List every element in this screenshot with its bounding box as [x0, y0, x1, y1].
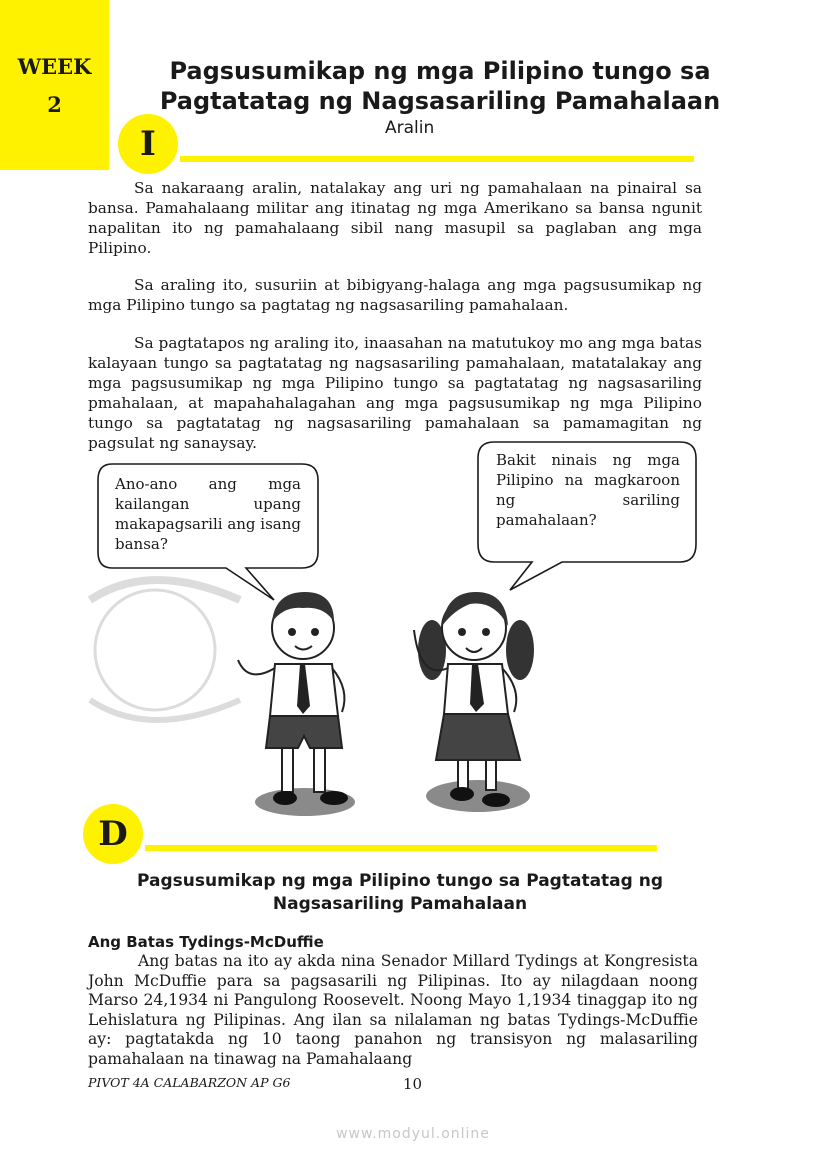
section-d-title: [100, 870, 700, 916]
watermark: www.modyul.online: [336, 1126, 490, 1142]
tydings-mcduffie-paragraph: Ang batas na ito ay akda nina Senador Millard Tydings at Kongresista John McDuffie para sa pagsasarili ng Pilipinas. Ito ay nilagdaan noong Marso 24,1934 ni Pangulong Roosevelt. Noong Mayo 1,1934 tinaggap ito ng Lehislatura ng Pilipinas. Ang ilan sa nilalaman ng batas Tydings-McDuffie ay: pagtatakda ng 10 taong panahon ng transisyon ng malasariling pamahalaan na tinawag na Pamahalaang: [88, 952, 698, 1068]
section-d-divider: [145, 845, 657, 851]
speech-bubble-left-text: Ano-ano ang mga kailangan upang makapagsarili ang isang bansa?: [115, 475, 301, 553]
page-title-line1: Pagsusumikap ng mga Pilipino tungo sa: [169, 57, 711, 85]
section-i-marker: I: [118, 114, 178, 174]
page-number: 10: [403, 1075, 423, 1093]
section-i-divider: [180, 156, 694, 162]
boy-figure: [238, 592, 355, 816]
footer-source: PIVOT 4A CALABARZON AP G6: [88, 1075, 291, 1090]
girl-figure: [414, 592, 534, 812]
intro-paragraph-1: Sa nakaraang aralin, natalakay ang uri ng pamahalaan na pinairal sa bansa. Pamahalaang militar ang itinatag ng mga Amerikano sa bansa ngunit napalitan ito ng pamahalaang sibil nang masupil sa paglaban ang mga Pilipino.: [88, 179, 702, 257]
section-d-title-line2: Nagsasariling Pamahalaan: [272, 894, 528, 914]
speech-bubble-right-text: Bakit ninais ng mga Pilipino na magkaroon ng sariling pamahalaan?: [496, 451, 680, 529]
section-d-marker: D: [83, 804, 143, 864]
week-badge: [0, 0, 109, 170]
lesson-subtitle: Aralin: [385, 118, 435, 138]
intro-paragraph-2: Sa araling ito, susuriin at bibigyang-halaga ang mga pagsusumikap ng mga Pilipino tungo sa pagtatag ng nagsasariling pamahalaan.: [88, 276, 702, 314]
page-title-line2: Pagtatatag ng Nagsasariling Pamahalaan: [159, 87, 721, 115]
week-number: 2: [47, 92, 62, 117]
page-title: [150, 56, 730, 116]
subheading-tydings-mcduffie: Ang Batas Tydings-McDuffie: [88, 933, 324, 951]
intro-paragraph-3: Sa pagtatapos ng araling ito, inaasahan na matutukoy mo ang mga batas kalayaan tungo sa pagtatatag ng nagsasariling pamahalaan, matatalakay ang mga pagsusumikap ng mga Pilipino tungo sa pagtatatag ng nagsasariling pmahalaan, at mapahahalagahan ang mga pagsusumikap ng mga Pilipino tungo sa pagtatatag ng nagsasariling pamahalaan sa pamamagitan ng pagsulat ng sanaysay.: [88, 334, 702, 452]
week-label: WEEK: [17, 54, 92, 79]
section-d-title-line1: Pagsusumikap ng mga Pilipino tungo sa Pagtatatag ng: [137, 871, 663, 891]
